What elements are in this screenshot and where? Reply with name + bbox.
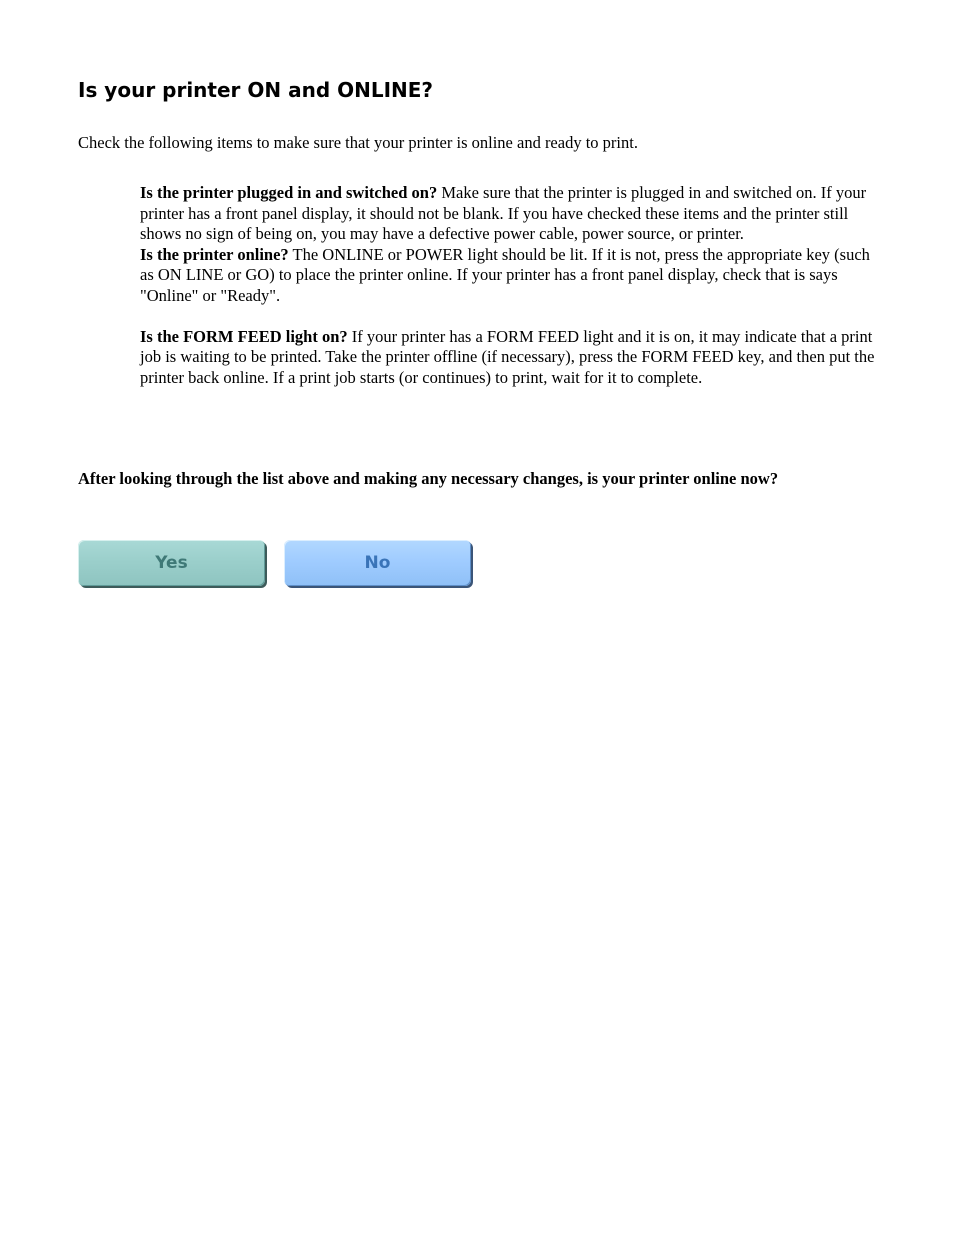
yes-button[interactable]: Yes <box>78 540 265 586</box>
item-text: The ONLINE or POWER light should be lit. If it is not, press the appropriate key (such as ON LINE or GO) to place the printer online. If your printer has a front panel display, check that is says "Online" or "Ready". <box>140 244 870 305</box>
checklist-item-power <box>140 183 875 245</box>
item-heading: Is the printer plugged in and switched on? <box>140 183 438 202</box>
page-title: Is your printer ON and ONLINE? <box>78 78 434 102</box>
no-button[interactable]: No <box>284 540 471 586</box>
checklist <box>140 183 875 388</box>
item-text: If your printer has a FORM FEED light and it is on, it may indicate that a print job is waiting to be printed. Take the printer offline (if necessary), press the FORM FEED key, and then put the printer back online. If a print job starts (or continues) to print, wait for it to complete. <box>140 326 875 387</box>
question-text: After looking through the list above and making any necessary changes, is your printer online now? <box>78 469 779 488</box>
checklist-item-form-feed <box>140 327 875 389</box>
answer-buttons <box>78 540 478 588</box>
intro-text: Check the following items to make sure that your printer is online and ready to print. <box>78 133 638 152</box>
item-text: Make sure that the printer is plugged in and switched on. If your printer has a front panel display, it should not be blank. If you have checked these items and the printer still shows no sign of being on, you may have a defective power cable, power source, or printer. <box>140 183 867 243</box>
checklist-item-online <box>140 245 875 307</box>
item-heading: Is the printer online? <box>140 244 289 264</box>
item-heading: Is the FORM FEED light on? <box>140 326 348 346</box>
